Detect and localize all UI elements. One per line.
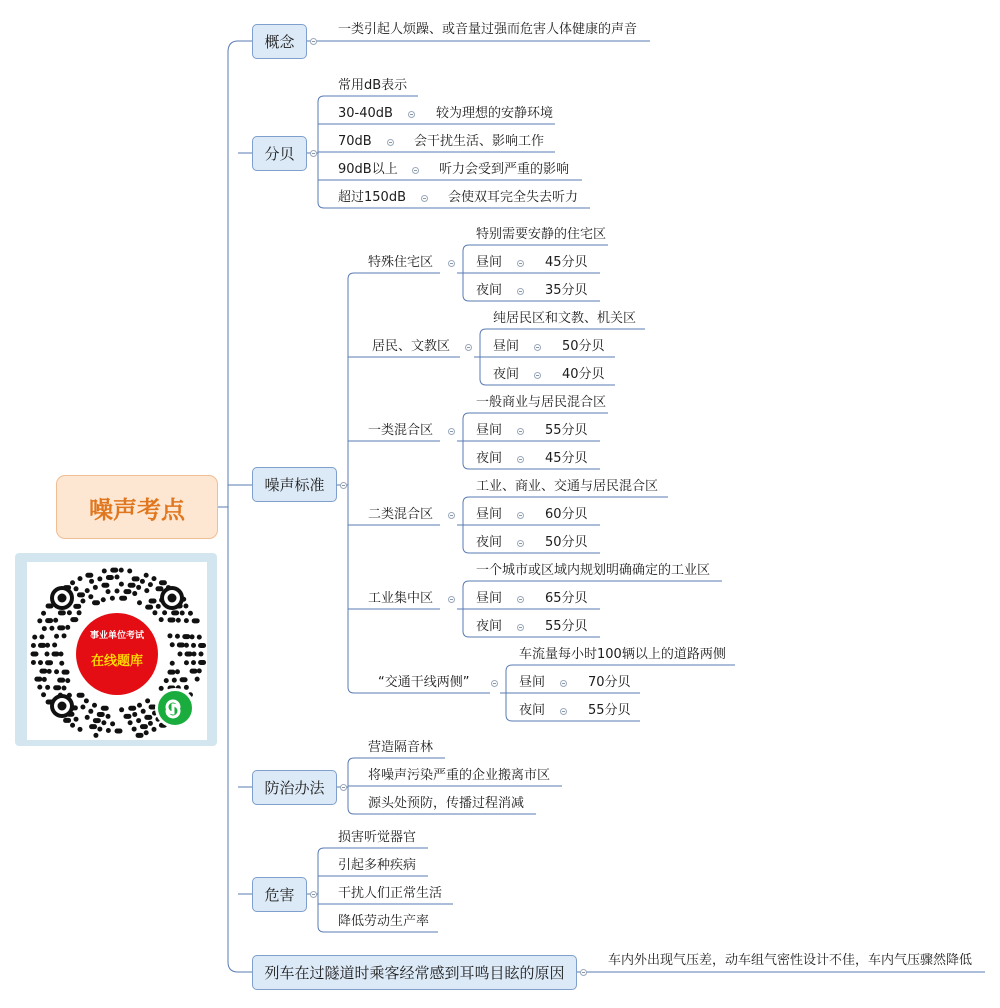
collapse-toggle[interactable] <box>517 624 524 631</box>
qr-module <box>148 582 153 587</box>
qr-module <box>93 733 98 738</box>
zone-limit: 50分贝 <box>545 535 588 550</box>
zone-limit: 55分贝 <box>588 703 631 718</box>
collapse-toggle[interactable] <box>421 195 428 202</box>
qr-module <box>101 706 109 711</box>
qr-module <box>58 610 66 615</box>
collapse-toggle[interactable] <box>387 139 394 146</box>
qr-module <box>119 707 124 712</box>
qr-module <box>144 588 149 593</box>
qr-module <box>45 618 53 623</box>
zone-period: 昼间 <box>493 339 520 354</box>
collapse-toggle[interactable] <box>517 260 524 267</box>
zone-limit: 70分贝 <box>588 675 631 690</box>
zone-name: 二类混合区 <box>368 507 434 522</box>
qr-module <box>80 704 85 709</box>
qr-module <box>42 677 47 682</box>
zone-period: 昼间 <box>519 675 546 690</box>
qr-module <box>176 618 181 623</box>
qr-module <box>52 652 60 657</box>
qr-module <box>32 635 37 640</box>
collapse-toggle[interactable] <box>560 680 567 687</box>
qr-badge-line2: 在线题库 <box>90 654 143 669</box>
qr-module <box>197 668 202 673</box>
zone-period: 夜间 <box>476 619 503 634</box>
qr-module <box>102 568 107 573</box>
collapse-toggle[interactable] <box>517 596 524 603</box>
qr-module <box>57 625 65 630</box>
topic-harm[interactable]: 危害 <box>252 877 307 912</box>
qr-module <box>155 586 163 591</box>
zone-period: 夜间 <box>476 535 503 550</box>
qr-module <box>54 634 59 639</box>
collapse-toggle[interactable] <box>517 288 524 295</box>
zone-limit: 50分贝 <box>562 339 605 354</box>
qr-module <box>190 634 195 639</box>
qr-module <box>192 652 197 657</box>
collapse-toggle[interactable] <box>517 456 524 463</box>
qr-module <box>115 589 120 594</box>
decibel-effect: 会干扰生活、影响工作 <box>414 134 545 149</box>
qr-module <box>170 661 175 666</box>
qr-module <box>159 617 164 622</box>
topic-train-tunnel[interactable]: 列车在过隧道时乘客经常感到耳鸣目眩的原因 <box>252 955 577 990</box>
topic-concept[interactable]: 概念 <box>252 24 307 59</box>
qr-module <box>198 660 206 665</box>
qr-module <box>57 678 65 683</box>
qr-module <box>167 633 172 638</box>
qr-module <box>31 643 36 648</box>
collapse-toggle[interactable] <box>491 680 498 687</box>
qr-module <box>119 568 124 573</box>
qr-module <box>97 727 102 732</box>
zone-limit: 55分贝 <box>545 619 588 634</box>
qr-module <box>34 677 42 682</box>
qr-module <box>53 618 58 623</box>
zone-limit: 35分贝 <box>545 283 588 298</box>
zone-limit: 45分贝 <box>545 451 588 466</box>
qr-module <box>77 592 85 597</box>
qr-module <box>192 618 200 623</box>
qr-module <box>39 634 44 639</box>
qr-module <box>74 717 79 722</box>
qr-module <box>41 692 46 697</box>
harm-item: 损害听觉器官 <box>338 830 417 845</box>
qr-module <box>45 660 53 665</box>
qr-module <box>93 585 98 590</box>
decibel-level: 70dB <box>338 134 372 149</box>
qr-module <box>93 718 101 723</box>
link-icon <box>158 691 192 725</box>
qr-module <box>62 686 67 691</box>
qr-module <box>119 582 124 587</box>
zone-limit: 45分贝 <box>545 255 588 270</box>
qr-module <box>85 588 90 593</box>
qr-module <box>49 626 54 631</box>
qr-module <box>89 579 94 584</box>
qr-finder <box>58 702 67 711</box>
zone-name: “交通干线两侧” <box>378 675 470 690</box>
decibel-effect: 较为理想的安静环境 <box>436 106 554 121</box>
qr-module <box>183 604 188 609</box>
zone-description: 工业、商业、交通与居民混合区 <box>476 479 659 494</box>
qr-module <box>119 596 127 601</box>
collapse-toggle[interactable] <box>340 784 347 791</box>
decibel-note: 常用dB表示 <box>338 78 408 93</box>
collapse-toggle[interactable] <box>340 482 347 489</box>
qr-module <box>39 669 47 674</box>
qr-module <box>151 727 156 732</box>
collapse-toggle[interactable] <box>448 260 455 267</box>
qr-module <box>92 600 100 605</box>
qr-module <box>78 727 83 732</box>
zone-period: 夜间 <box>493 367 520 382</box>
harm-item: 引起多种疾病 <box>338 858 417 873</box>
qr-module <box>177 643 185 648</box>
qr-finder <box>58 594 67 603</box>
collapse-toggle[interactable] <box>408 111 415 118</box>
qr-module <box>84 698 89 703</box>
qr-module <box>145 698 150 703</box>
qr-module <box>89 724 97 729</box>
zone-limit: 40分贝 <box>562 367 605 382</box>
zone-name: 一类混合区 <box>368 423 434 438</box>
mini-program-icon <box>155 688 195 728</box>
harm-item: 降低劳动生产率 <box>338 914 430 929</box>
qr-module <box>88 709 93 714</box>
qr-module <box>197 635 202 640</box>
qr-module <box>67 610 72 615</box>
qr-module <box>85 715 90 720</box>
collapse-toggle[interactable] <box>448 596 455 603</box>
qr-module <box>37 685 42 690</box>
zone-description: 一般商业与居民混合区 <box>476 395 607 410</box>
qr-module <box>148 721 153 726</box>
qr-module <box>191 643 196 648</box>
qr-finder <box>168 594 177 603</box>
qr-module <box>144 730 149 735</box>
prevention-item: 将噪声污染严重的企业搬离市区 <box>368 768 551 783</box>
qr-module <box>184 660 189 665</box>
concept-definition: 一类引起人烦躁、或音量过强而危害人体健康的声音 <box>338 22 638 37</box>
qr-module <box>128 583 136 588</box>
qr-module <box>45 652 50 657</box>
qr-module <box>115 575 120 580</box>
qr-module <box>172 678 177 683</box>
zone-period: 昼间 <box>476 507 503 522</box>
qr-module <box>190 669 198 674</box>
qr-module <box>97 712 105 717</box>
qr-module <box>106 714 111 719</box>
topic-decibel[interactable]: 分贝 <box>252 136 307 171</box>
qr-module <box>171 610 179 615</box>
qr-module <box>78 576 83 581</box>
qr-module <box>115 729 123 734</box>
qr-module <box>145 605 153 610</box>
qr-module <box>182 634 190 639</box>
qr-module <box>77 610 82 615</box>
qr-module <box>62 633 67 638</box>
collapse-toggle[interactable] <box>448 512 455 519</box>
zone-period: 昼间 <box>476 255 503 270</box>
qr-module <box>77 693 85 698</box>
qr-module <box>180 611 185 616</box>
qr-module <box>170 642 175 647</box>
qr-module <box>38 643 46 648</box>
qr-module <box>132 727 137 732</box>
zone-name: 特殊住宅区 <box>368 255 434 270</box>
qr-module <box>140 724 148 729</box>
qr-module <box>132 591 137 596</box>
qr-module <box>101 720 106 725</box>
zone-description: 车流量每小时100辆以上的道路两侧 <box>519 647 726 662</box>
decibel-level: 超过150dB <box>338 190 406 205</box>
qr-module <box>144 715 152 720</box>
zone-description: 一个城市或区域内规划明确确定的工业区 <box>476 563 711 578</box>
qr-module <box>162 610 167 615</box>
qr-module <box>188 611 193 616</box>
qr-module <box>159 580 167 585</box>
qr-module <box>37 618 42 623</box>
qr-module <box>167 670 175 675</box>
zone-period: 夜间 <box>476 283 503 298</box>
decibel-level: 30-40dB <box>338 106 393 121</box>
qr-module <box>123 714 131 719</box>
decibel-effect: 听力会受到严重的影响 <box>439 162 570 177</box>
qr-module <box>59 661 64 666</box>
qr-module <box>70 617 78 622</box>
collapse-toggle[interactable] <box>560 708 567 715</box>
qr-module <box>101 583 109 588</box>
zone-period: 昼间 <box>476 591 503 606</box>
train-tunnel-reason: 车内外出现气压差，动车组气密性设计不佳，车内气压骤然降低 <box>608 953 973 968</box>
qr-module <box>123 589 131 594</box>
qr-module <box>65 625 70 630</box>
topic-prevention[interactable]: 防治办法 <box>252 770 337 805</box>
qr-badge-line1: 事业单位考试 <box>89 631 144 641</box>
qr-module <box>106 575 114 580</box>
qr-module <box>132 712 137 717</box>
qr-module <box>175 669 180 674</box>
zone-name: 工业集中区 <box>368 591 434 606</box>
qr-module <box>136 585 141 590</box>
qr-module <box>74 586 79 591</box>
qr-module <box>164 678 169 683</box>
collapse-toggle[interactable] <box>412 167 419 174</box>
qr-module <box>180 677 188 682</box>
qr-module <box>136 718 141 723</box>
qr-module <box>156 604 161 609</box>
qr-module <box>97 576 102 581</box>
qr-module <box>73 604 81 609</box>
qr-module <box>92 703 97 708</box>
qr-module <box>70 580 75 585</box>
qr-module <box>54 669 59 674</box>
qr-module <box>198 643 206 648</box>
qr-module <box>80 599 85 604</box>
qr-module <box>85 573 93 578</box>
zone-name: 居民、文教区 <box>372 339 451 354</box>
collapse-toggle[interactable] <box>310 891 317 898</box>
qr-module <box>127 568 132 573</box>
prevention-item: 源头处预防，传播过程消减 <box>368 796 525 811</box>
qr-module <box>110 721 115 726</box>
qr-module <box>151 576 156 581</box>
qr-module <box>144 573 149 578</box>
collapse-toggle[interactable] <box>534 372 541 379</box>
qr-module <box>195 677 200 682</box>
collapse-toggle[interactable] <box>580 969 587 976</box>
qr-module <box>184 685 189 690</box>
qr-module <box>110 568 118 573</box>
decibel-level: 90dB以上 <box>338 162 398 177</box>
collapse-toggle[interactable] <box>517 428 524 435</box>
prevention-item: 营造隔音林 <box>368 740 434 755</box>
qr-module <box>137 600 142 605</box>
qr-module <box>175 634 180 639</box>
zone-limit: 55分贝 <box>545 423 588 438</box>
qr-module <box>137 703 142 708</box>
root-topic[interactable]: 噪声考点 <box>56 475 218 539</box>
qr-module <box>31 652 39 657</box>
qr-module <box>185 652 193 657</box>
qr-module <box>38 660 43 665</box>
qr-module <box>70 723 75 728</box>
qr-module <box>152 610 157 615</box>
zone-period: 夜间 <box>476 451 503 466</box>
harm-item: 干扰人们正常生活 <box>338 886 443 901</box>
zone-limit: 60分贝 <box>545 507 588 522</box>
qr-module <box>42 626 47 631</box>
qr-module <box>45 685 50 690</box>
qr-module <box>41 611 46 616</box>
decibel-effect: 会使双耳完全失去听力 <box>448 190 579 205</box>
qr-module <box>63 718 71 723</box>
qr-module <box>128 706 136 711</box>
zone-limit: 65分贝 <box>545 591 588 606</box>
collapse-toggle[interactable] <box>517 540 524 547</box>
zone-period: 昼间 <box>476 423 503 438</box>
qr-module <box>101 597 106 602</box>
qr-module <box>136 733 144 738</box>
qr-module <box>178 652 183 657</box>
qr-module <box>31 660 36 665</box>
zone-period: 夜间 <box>519 703 546 718</box>
qr-module <box>199 652 204 657</box>
zone-description: 特别需要安静的住宅区 <box>476 227 607 242</box>
qr-module <box>65 678 70 683</box>
topic-noise-standard[interactable]: 噪声标准 <box>252 467 337 502</box>
collapse-toggle[interactable] <box>448 428 455 435</box>
qr-module <box>128 720 133 725</box>
qr-module <box>191 660 196 665</box>
qr-module <box>140 579 145 584</box>
qr-module <box>106 589 111 594</box>
collapse-toggle[interactable] <box>517 512 524 519</box>
collapse-toggle[interactable] <box>465 344 472 351</box>
qr-module <box>149 599 157 604</box>
qr-module <box>110 596 115 601</box>
qr-module <box>88 594 93 599</box>
qr-module <box>52 643 57 648</box>
qr-module <box>62 670 70 675</box>
qr-module <box>53 685 61 690</box>
collapse-toggle[interactable] <box>310 150 317 157</box>
qr-module <box>184 643 189 648</box>
qr-module <box>106 728 111 733</box>
collapse-toggle[interactable] <box>310 38 317 45</box>
qr-module <box>141 709 146 714</box>
zone-description: 纯居民区和文教、机关区 <box>493 311 637 326</box>
qr-module <box>47 669 52 674</box>
qr-module <box>184 618 189 623</box>
qr-module <box>167 617 175 622</box>
collapse-toggle[interactable] <box>534 344 541 351</box>
qr-module <box>132 576 140 581</box>
